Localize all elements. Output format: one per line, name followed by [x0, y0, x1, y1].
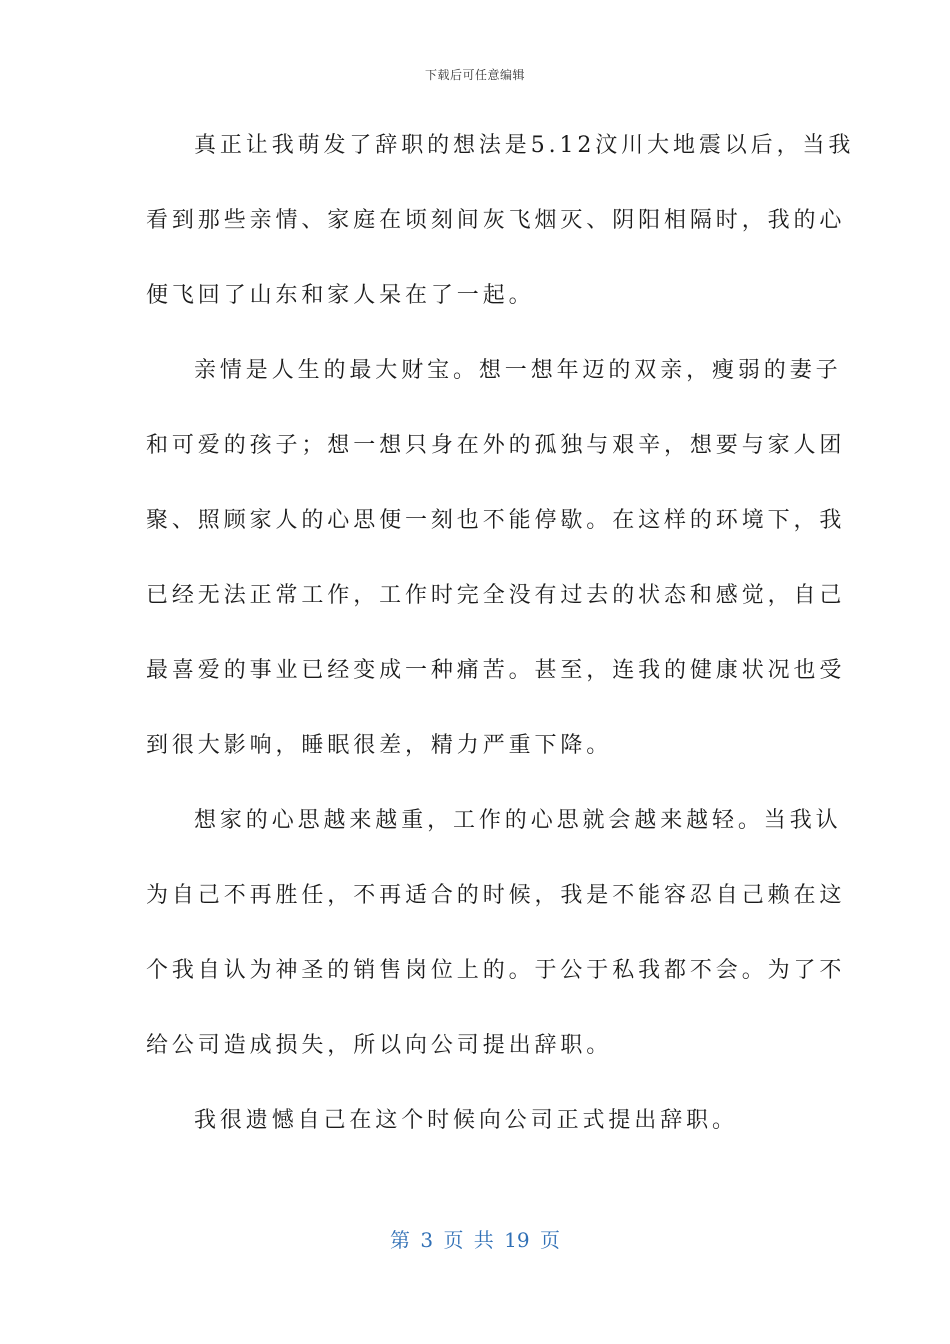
- page-header: 下载后可任意编辑: [424, 68, 525, 82]
- paragraph-3-line-3: 个我自认为神圣的销售岗位上的。于公于私我都不会。为了不: [146, 958, 846, 983]
- paragraph-3-line-4: 给公司造成损失，所以向公司提出辞职。: [146, 1033, 613, 1058]
- paragraph-2-line-6: 到很大影响，睡眠很差，精力严重下降。: [146, 733, 613, 758]
- paragraph-2-line-5: 最喜爱的事业已经变成一种痛苦。甚至，连我的健康状况也受: [146, 658, 846, 683]
- paragraph-2-line-3: 聚、照顾家人的心思便一刻也不能停歇。在这样的环境下，我: [146, 508, 846, 533]
- paragraph-3-line-1: 想家的心思越来越重，工作的心思就会越来越轻。当我认: [194, 808, 842, 833]
- paragraph-1-line-3: 便飞回了山东和家人呆在了一起。: [146, 283, 535, 308]
- page-number-footer: 第 3 页 共 19 页: [390, 1228, 560, 1252]
- paragraph-2-line-2: 和可爱的孩子；想一想只身在外的孤独与艰辛，想要与家人团: [146, 433, 846, 458]
- paragraph-1-line-1: 真正让我萌发了辞职的想法是5.12汶川大地震以后，当我: [194, 133, 855, 158]
- paragraph-3-line-2: 为自己不再胜任，不再适合的时候，我是不能容忍自己赖在这: [146, 883, 846, 908]
- paragraph-2-line-1: 亲情是人生的最大财宝。想一想年迈的双亲，瘦弱的妻子: [194, 358, 842, 383]
- paragraph-4-line-1: 我很遗憾自己在这个时候向公司正式提出辞职。: [194, 1108, 738, 1133]
- paragraph-2-line-4: 已经无法正常工作，工作时完全没有过去的状态和感觉，自己: [146, 583, 846, 608]
- paragraph-1-line-2: 看到那些亲情、家庭在顷刻间灰飞烟灭、阴阳相隔时，我的心: [146, 208, 846, 233]
- document-body: [146, 121, 855, 1171]
